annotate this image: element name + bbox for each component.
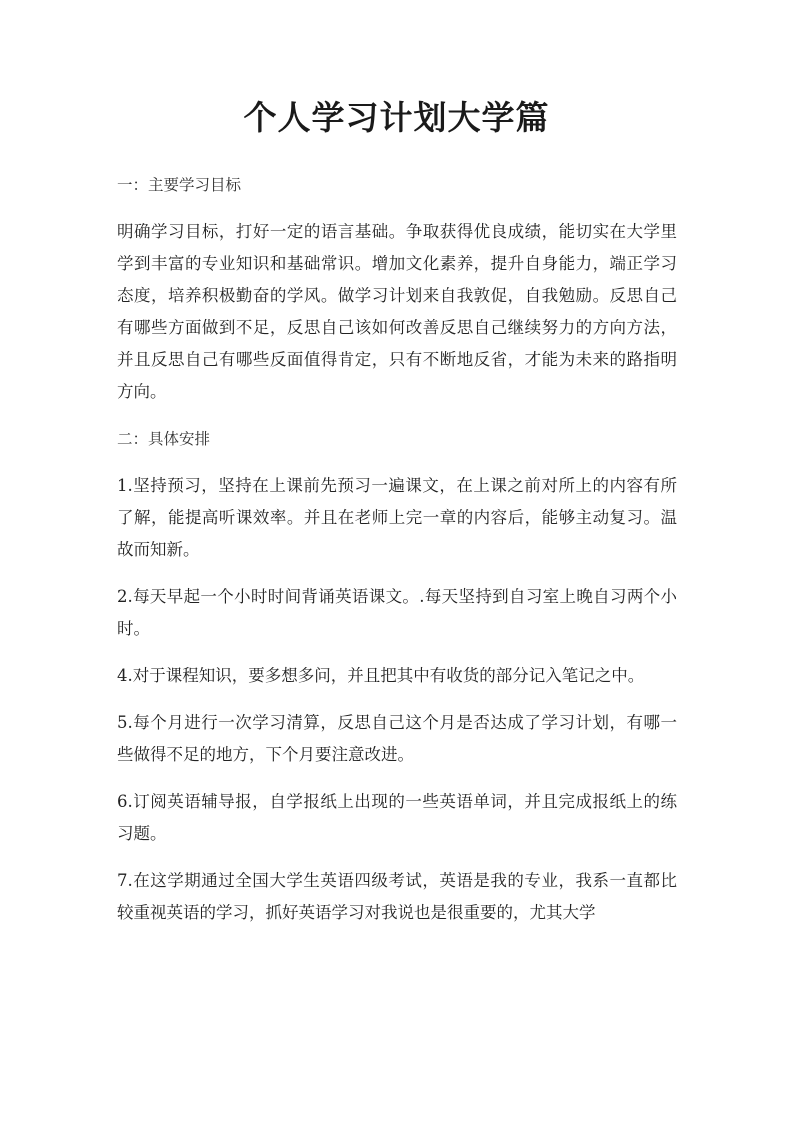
arrangement-item-6: 6.订阅英语辅导报，自学报纸上出现的一些英语单词，并且完成报纸上的练习题。 (117, 792, 677, 843)
document-title: 个人学习计划大学篇 (243, 98, 550, 137)
section-heading-goals: 一：主要学习目标 (117, 176, 242, 194)
goals-paragraph: 明确学习目标，打好一定的语言基础。争取获得优良成绩，能切实在大学里学到丰富的专业知识和基础常识。增加文化素养，提升自身能力，端正学习态度，培养积极勤奋的学风。做学习计划来自我敦促，自我勉励。反思自己有哪些方面做到不足，反思自己该如何改善反思自己继续努力的方向方法，并且反思自己有哪些反面值得肯定，只有不断地反省，才能为未来的路指明方向。 (117, 222, 677, 401)
arrangement-item-2: 2.每天早起一个小时时间背诵英语课文。.每天坚持到自习室上晚自习两个小时。 (117, 587, 677, 638)
arrangement-item-4: 4.对于课程知识，要多想多问，并且把其中有收货的部分记入笔记之中。 (117, 666, 645, 685)
document-body (117, 169, 677, 944)
arrangement-item-5: 5.每个月进行一次学习清算，反思自己这个月是否达成了学习计划，有哪一些做得不足的地方，下个月要注意改进。 (117, 713, 677, 764)
arrangement-item-1: 1.坚持预习，坚持在上课前先预习一遍课文，在上课之前对所上的内容有所了解，能提高听课效率。并且在老师上完一章的内容后，能够主动复习。温故而知新。 (117, 476, 677, 559)
section-heading-arrangement: 二：具体安排 (117, 430, 211, 448)
arrangement-item-7: 7.在这学期通过全国大学生英语四级考试，英语是我的专业，我系一直都比较重视英语的学习，抓好英语学习对我说也是很重要的，尤其大学 (117, 871, 677, 922)
